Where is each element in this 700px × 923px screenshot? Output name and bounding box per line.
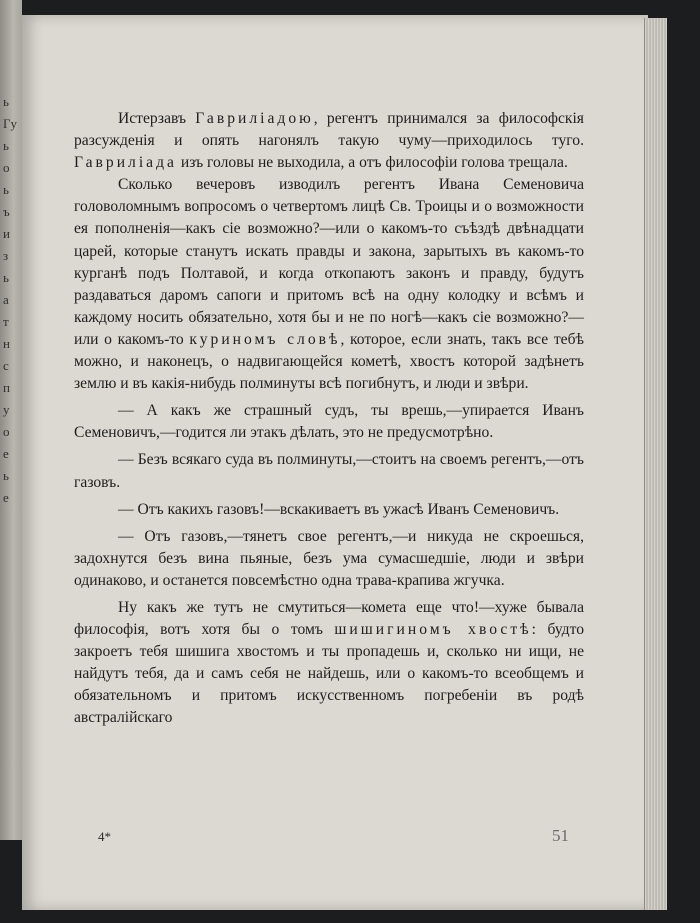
text-run: Ну какъ же тутъ не смутиться—комета еще что!—хуже бывала философія, вотъ хотя бы о томъ [74,598,584,639]
text-run: — А какъ же страшный судъ, ты врешь,—упирается Иванъ Семеновичъ,—годится ли этакъ дѣлать, это не предусмотрѣно. [74,402,584,442]
previous-page-fragment: ь [3,468,10,483]
previous-page-fragment: о [3,160,10,175]
previous-page-fragment: н [3,336,11,351]
text-run: — Безъ всякаго суда въ полминуты,—стоитъ на своемъ регентъ,—отъ газовъ. [74,451,584,491]
previous-page-fragment: и [3,226,11,241]
page-number: 51 [552,826,569,845]
paragraph [74,108,584,174]
spaced-emphasis-text: куриномъ словѣ [189,330,341,348]
dialogue-paragraph [74,526,584,592]
text-run: , которое, если знать, такъ все тебѣ можно, и наконецъ, о надвигающейся кометѣ, хвостъ которой задѣнетъ землю и въ какія-нибудь полминуты всѣ погибнутъ, и люди и звѣри. [74,330,584,393]
text-run: , регентъ принимался за философскія разсужденія и опять нагонялъ такую чуму—приходилось туго. [74,110,584,150]
previous-page-fragment: ь [3,138,10,153]
text-run: Истерзавъ [118,110,196,127]
previous-page-fragment: с [3,358,10,373]
text-run: — Отъ газовъ,—тянетъ свое регентъ,—и никуда не скроешься, задохнутся безъ вина пьяные, безъ ума сумасшедшіе, люди и звѣри одинаково, и останется повсемѣстно одна трава-крапива жгучка. [74,527,584,589]
previous-page-fragment: ь [3,182,10,197]
paragraph [74,174,584,395]
previous-page-fragment: Гу [3,116,18,131]
previous-page-fragment: ь [3,94,10,109]
previous-page-fragment: ъ [3,204,11,219]
previous-page-fragment: о [3,424,10,439]
spaced-emphasis-text: шишигиномъ хвостѣ [334,621,532,639]
text-run: — Отъ какихъ газовъ!—вскакиваетъ въ ужасѣ Иванъ Семеновичъ. [118,500,560,518]
dialogue-paragraph [74,499,584,521]
dialogue-paragraph [74,400,584,444]
previous-page-fragment: з [3,248,9,263]
text-run: Сколько вечеровъ изводилъ регентъ Ивана Семеновича головоломнымъ вопросомъ о четвертомъ лицѣ Св. Троицы и о возможности ея пополненія—какъ сіе возможно?—или о какомъ-то съѣздѣ двѣнадцати царей, которые станутъ искать правды и закона, зарытыхъ въ какомъ-то курганѣ подъ Полтавой, и когда откопаютъ законъ и правду, будутъ раздаваться даромъ сапоги и притомъ всѣ на одну колодку и всѣмъ и каждому носить обязательно, хотя бы и не по ногѣ—какъ сіе возможно?—или о какомъ-то [74,176,584,348]
dialogue-paragraph [74,597,584,730]
book-page [22,15,648,910]
previous-page-fragment: е [3,490,10,505]
previous-page-fragment: а [3,292,10,307]
text-run: изъ головы не выходила, а отъ философіи голова трещала. [176,154,568,172]
previous-page-fragment: е [3,446,10,461]
spaced-emphasis-text: Гавриліадою [195,110,314,127]
spaced-emphasis-text: Гавриліада [74,154,177,172]
text-run: : будто закроетъ тебя шишига хвостомъ и ты пропадешь и, сколько ни ищи, не найдутъ тебя, да и самъ себя не найдешь, или о какомъ-то всеобщемъ и обязательномъ и притомъ искусственномъ погребеніи въ родѣ австралійскаго [74,621,584,727]
previous-page-fragment: у [3,402,10,417]
previous-page-fragment: ь [3,270,10,285]
previous-page-edge [0,0,22,840]
signature-mark: 4* [98,829,111,844]
page-body-text [74,108,584,730]
previous-page-fragment: п [3,380,11,395]
previous-page-fragment: т [3,314,10,329]
book-page-edges [644,18,667,910]
dialogue-paragraph [74,449,584,493]
